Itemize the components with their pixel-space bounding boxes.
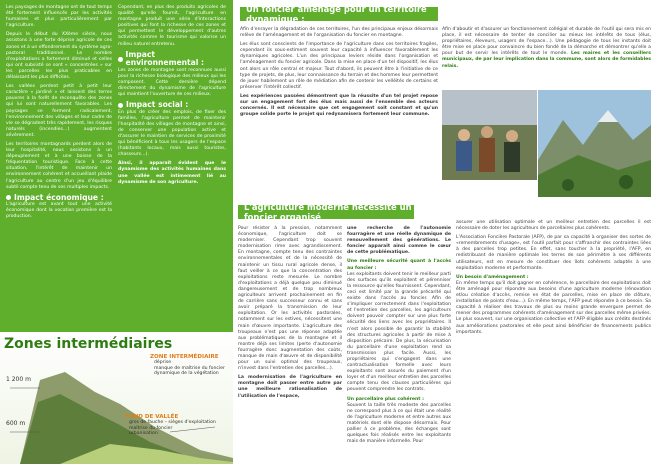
section-title: Un foncier aménagé pour un territoire dynamique :	[246, 4, 427, 24]
valley-item: maîtrise du foncier	[129, 425, 173, 431]
top-left-text	[240, 27, 438, 118]
bullet-icon	[118, 103, 123, 108]
bottom-col3	[456, 220, 651, 336]
subheading: Un besoin d'aménagement :	[456, 274, 529, 280]
middle-column	[118, 5, 226, 186]
altitude-label-low: 600 m	[6, 420, 26, 427]
heading-text: Impact social :	[126, 100, 189, 110]
heading-text: Impact environnemental :	[125, 49, 205, 68]
bullet-icon	[118, 57, 123, 62]
paragraph: Depuis le début du XXème siècle, nous assistons à une forte déprise agricole de ces zones et à un effondrement du système agro-pastoral traditionnel. Le nombre d'exploitations a fortement diminué et celles qui ont subsisté se sont « concentrées » sur les parcelles les plus praticables en délaissant les plus difficiles.	[6, 32, 112, 81]
subheading: Une meilleure sécurité quant à l'accès au foncier :	[347, 259, 451, 271]
photo-farmers-meeting	[442, 90, 537, 180]
paragraph: Afin d'enrayer la dégradation de ces territoires, l'un des principaux enjeux désormais relève de l'aménagement et de l'organisation du foncier en montagne.	[240, 27, 438, 39]
conclusion: Ainsi, il apparaît évident que le dynamisme des activités humaines dans une vallée est intimement lié au dynamisme de son agriculture.	[118, 161, 226, 185]
paragraph: Les élus sont conscients de l'importance de l'agriculture dans ces territoires fragiles, cependant ils sous-estiment souvent leur capacité à influencer favorablement les dynamiques agricoles. L'un des principaux leviers réside dans l'organisation et l'aménagement du foncier agricole. Dans la mise en place d'un tel dispositif, les élus ont alors un rôle central et majeur. Tout d'abord, ils peuvent être à l'initiative de ce type de projets, de plus, leur connaissance du terrain et des hommes leur permettent de jouer habilement un rôle de médiation afin de contenir les velléités de certains et préserver l'intérêt collectif.	[240, 42, 438, 90]
text: Afin d'aboutir et d'assurer un fonctionnement collégial et durable de l'outil qui sera mis en place, il est nécessaire de tenter de concilier au mieux les intérêts de tous (élus, propriétaires, éleveurs, usagers de l'espace…). Une pédagogie de tous les instants doit être mise en place pour convaincre du bien fondé de la démarche et démontrer qu'elle a pour but de servir les intérêts de tout le monde.	[442, 27, 651, 57]
section-heading	[118, 51, 226, 68]
paragraph: Cependant, en plus des produits agricoles de qualité qu'elle fournit, l'agriculture en montagne produit une série d'interactions positives qui font la richesse de ces zones et qui permettent le développement d'autres activités comme le tourisme qui valorise un milieu naturel entretenu.	[118, 5, 226, 47]
section-title-bar	[238, 202, 414, 222]
section-heading	[118, 101, 226, 110]
heading-text: Impact économique :	[14, 192, 104, 202]
paragraph: L'agriculture est avant tout une activité économique dont la vocation première est la production.	[6, 202, 112, 220]
paragraph: Les territoires montagnards perdent alors de leur hospitalité, nous assistons à un dépeuplement et à une baisse de la fréquentation touristique. Face à cette situation, l'intérêt de maintenir un environnement cohérent et accueillant plaide l'agriculture au centre d'un jeu d'équilibre subtil compte tenu de ses multiples impacts.	[6, 141, 112, 190]
valley-box	[125, 414, 230, 437]
people-illustration	[442, 90, 537, 180]
paragraph-bold: Les expériences passées démontrent que la réussite d'un tel projet repose sur un engagement fort des élus mais aussi de l'ensemble des acteurs concernés. Il est nécessaire que cet engagement soit constant et qu'un groupe solide porte le projet qui redynamisera fortement leur commune.	[240, 93, 438, 118]
paragraph: En plus de créer des emplois, de fixer des familles, l'agriculture permet de maintenir l'hospitalité des villages de montagne et ainsi, de conserver une population active et d'assurer le maintien de services de proximité qui bénéficient à tous les usagers de l'espace (habitants locaux, mais aussi touristes, chasseurs…).	[118, 109, 226, 158]
section-heading	[6, 194, 112, 203]
top-right-text	[442, 27, 651, 70]
bottom-col2	[347, 226, 451, 445]
paragraph: Pour résister à la pression, notamment économique, l'agriculture doit se moderniser. Cependant trop souvent modernisation rime avec agrandissement. En montagne, compte tenu des contraintes environnementales et de la nécessité de maintenir un tissu rural agricole dense, il faut veiller à ce que la concentration des exploitations reste mesurée. Le nombre d'exploitations a déjà quelque peu diminué dangereusement et de trop nombreux agriculteurs arrivent prochainement en fin de carrière sans successeur connu et sans avoir préparé la transmission de leur exploitation. Or les activités pastorales, notamment sur les estives, nécessitent une main d'œuvre importante. L'agriculture des troupeaux n'est pas une réponse adaptée aux problématiques de la montagne et il montre déjà ses limites (perte d'autonomie fourragère donc augmentation des coûts, manque de main d'œuvre et de disponibilité pour un suivi optimal des troupeaux, n'invest dans l'entretien des parcelles…).	[238, 226, 342, 372]
diagram-title: Zones intermédiaires	[4, 336, 173, 352]
paragraph: assurer une utilisation optimale et un meilleur entretien des parcelles il est nécessaire de doter les agriculteurs de parcellaires plus cohérents.	[456, 220, 651, 232]
altitude-label-high: 1 200 m	[6, 376, 31, 383]
paragraph: Les exploitants doivent tenir le meilleur parti des surfaces qu'ils exploitent et pérenniser la ressource qu'elles fournissent. Cependant, ceci est limité par la grande précarité qui existe dans l'accès au foncier. Afin de s'impliquer correctement dans l'exploitation et l'entretien des parcelles, les agriculteurs doivent pouvoir compter sur une plus forte sécurité des liens avec les propriétaires. Il n'est alors possible de garantir la stabilité des structures agricoles à partir de mise à disposition précaire. De plus, la sécurisation du parcellaire d'une exploitation rend sa transmission plus facile. Aussi, les propriétaires qui s'engagent dans une contractualisation formelle avec leurs exploitants sont assurés du paiement d'un loyer et d'un meilleur entretien des parcelles compte tenu des clauses particulières qui peuvent comprendre les contrats.	[347, 271, 451, 393]
zone-item: déprise	[154, 360, 172, 365]
section-title: L'agriculture moderne nécessite un foncier organisé	[244, 202, 412, 222]
photo-mountain-landscape	[538, 90, 651, 197]
paragraph: En même temps qu'il doit gagner en cohérence, le parcellaire des exploitations doit être aménagé pour répondre aux besoins d'une agriculture moderne (rénovation et/ou création d'accès, remise en état de parcelles, mise en place de clôture, installation de points d'eau…). En même temps, l'AFP peut répondre à ce besoin. Sa capacité à réaliser des travaux de plus ou moins grande envergure permet de mener des programmes cohérents d'aménagement sur des parcelles même privées. Le plus souvent, sur une organisation collective et l'AFP éligible aux crédits destinés aux améliorations pastorales et elle peut ainsi bénéficier de financements publics importants.	[456, 280, 651, 335]
highlight-text: Les maires et les conseillers municipaux, de par leur implication dans la commune, sont alors de formidables relais.	[442, 51, 652, 69]
valley-title: FOND DE VALLÉE	[125, 414, 179, 420]
subheading: Un parcellaire plus cohérent :	[347, 396, 424, 402]
mountain-illustration	[538, 90, 651, 197]
bullet-icon	[6, 195, 11, 200]
zone-item: manque de maîtrise du foncier	[154, 365, 225, 371]
paragraph-bold: La modernisation de l'agriculture en montagne doit passer entre autre par une meilleure rationalisation de l'utilisation de l'espace,	[238, 375, 342, 399]
zones-diagram	[0, 332, 233, 464]
paragraph: L'Association Foncière Pastorale (AFP), de par sa capacité à organiser des sortes de «remembrements d'usage», est l'outil parfait pour s'affranchir des contraintes liées à des parcelles trop petites. En effet, sans toucher à la propriété, l'AFP, en redistribuant de manière optimale les terres de son périmètre à ses différents utilisateurs, est en mesure de constituer des îlots cohérents adaptés à une exploitation moderne et performante.	[456, 235, 651, 271]
paragraph-bold: une recherche de l'autonomie fourragère et une réelle dynamique de renouvellement des générations. Le foncier apparaît ainsi comme le cœur de cette problématique.	[347, 226, 451, 256]
zone-intermediate-box	[150, 354, 230, 377]
valley-item: gros de fauche – sièges d'exploitation	[129, 420, 216, 425]
left-column	[6, 5, 112, 221]
section-title-bar	[240, 4, 438, 24]
zone-item: dynamique de la végétation	[154, 371, 219, 377]
paragraph: Souvent la taille très modeste des parcelles ne correspond plus à ce qui était une réalité de l'agriculture moderne et entre autres aux matériels dont elle dispose désormais. Pour pallier à ce problème, des échanges sont quelques fois réalisés entre les exploitants mais de manière informelle. Pour	[347, 402, 451, 445]
bottom-col1	[238, 226, 342, 400]
zone-title: ZONE INTERMÉDIAIRE	[150, 354, 219, 360]
intro-paragraph: Les paysages de montagne ont de tout temps été fortement influencés par les activités humaines et plus particulièrement par l'agriculture.	[6, 5, 112, 29]
paragraph: Les zones de montagne sont reconnues aussi pour la richesse biologique des milieux qui les composent. Cette dernière dépend directement du dynamisme de l'agriculture qui maintient l'ouverture de ces milieux.	[118, 67, 226, 98]
paragraph	[442, 27, 651, 70]
paragraph: Les vallées perdent petit à petit leur caractère « jardiné » et laissent des terres pauvres à la forêt de reconquête des zones qui lui sont naturellement favorables. Les paysages se ferment radicalement, l'environnement des villages et leur cadre de vie se dégradent très rapidement, les risques naturels (incendies…) augmentent sévèrement.	[6, 84, 112, 138]
valley-item: urbanisation	[129, 431, 158, 437]
